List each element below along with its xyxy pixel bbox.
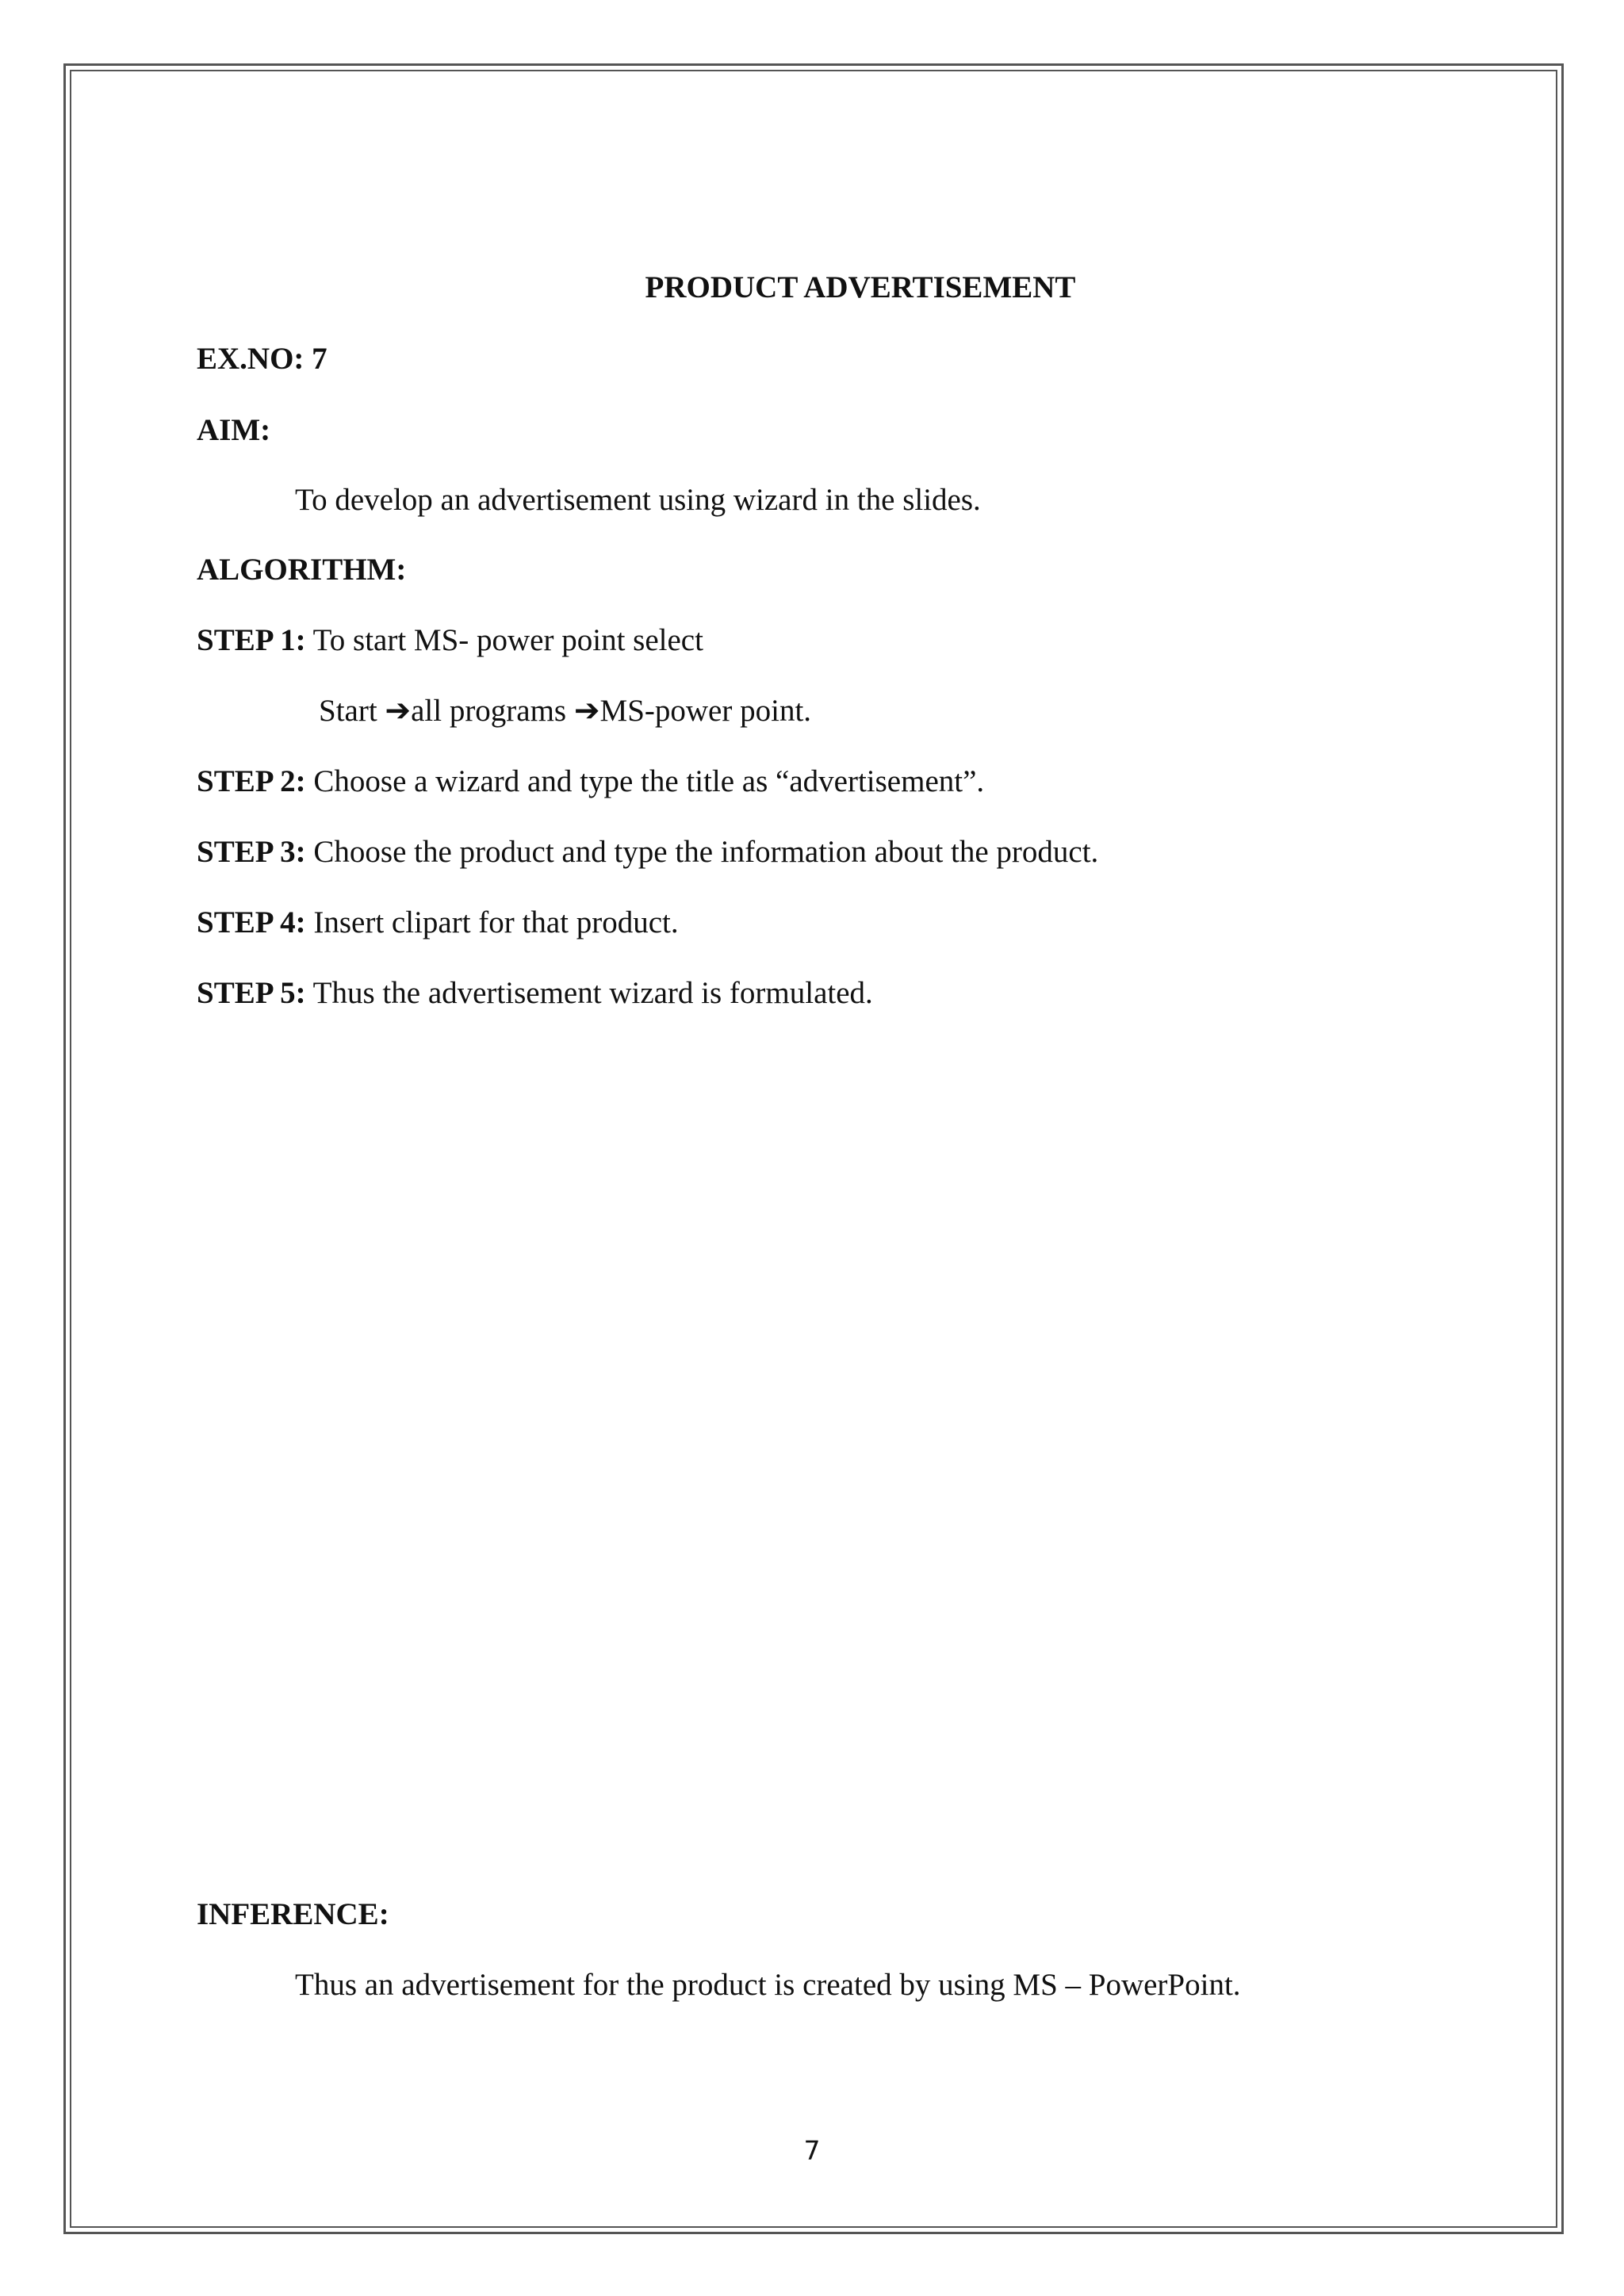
step-1-path: Start ➔all programs ➔MS-power point. <box>319 694 812 728</box>
step-2 <box>197 762 984 802</box>
step-1-label: STEP 1: <box>197 623 306 657</box>
page-number: 7 <box>803 2135 821 2166</box>
aim-text: To develop an advertisement using wizard in the slides. <box>295 483 981 517</box>
page-title: PRODUCT ADVERTISEMENT <box>645 270 1076 304</box>
step-4-text: Insert clipart for that product. <box>305 905 679 939</box>
step-5-label: STEP 5: <box>197 976 306 1010</box>
step-3-text: Choose the product and type the information about the product. <box>305 835 1099 869</box>
aim-heading: AIM: <box>197 413 271 447</box>
step-5-text: Thus the advertisement wizard is formulated. <box>305 976 873 1010</box>
algorithm-heading: ALGORITHM: <box>197 553 407 587</box>
step-3-label: STEP 3: <box>197 835 306 869</box>
inference-text: Thus an advertisement for the product is created by using MS – PowerPoint. <box>295 1968 1241 2002</box>
exercise-number: EX.NO: 7 <box>197 342 327 376</box>
step-4 <box>197 903 679 943</box>
step-4-label: STEP 4: <box>197 905 306 939</box>
step-1-text: To start MS- power point select <box>305 623 703 657</box>
inference-heading: INFERENCE: <box>197 1897 389 1931</box>
step-5 <box>197 974 873 1013</box>
step-2-label: STEP 2: <box>197 764 306 798</box>
step-1 <box>197 621 703 660</box>
step-2-text: Choose a wizard and type the title as “advertisement”. <box>305 764 985 798</box>
step-3 <box>197 832 1098 872</box>
